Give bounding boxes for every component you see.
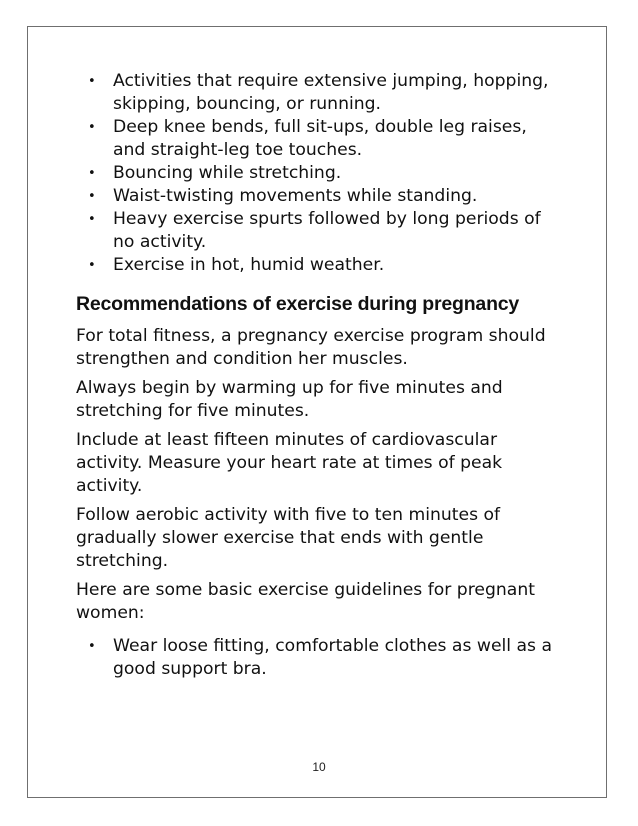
list-item (76, 635, 556, 681)
list-item (76, 70, 556, 116)
page-number: 10 (312, 760, 326, 774)
list-item (76, 185, 556, 208)
bullet-icon: • (88, 639, 96, 654)
bullet-icon: • (88, 74, 96, 89)
list-item (76, 208, 556, 254)
page-content (76, 70, 556, 681)
paragraph: Here are some basic exercise guidelines for pregnant women: (76, 580, 535, 623)
list-item-text: Heavy exercise spurts followed by long periods of no activity. (113, 209, 541, 252)
bullet-icon: • (88, 258, 96, 273)
paragraph: Follow aerobic activity with five to ten minutes of gradually slower exercise that ends with gentle stretching. (76, 505, 501, 571)
list-item-text: Activities that require extensive jumping, hopping, skipping, bouncing, or running. (113, 71, 549, 114)
guidelines-list (76, 635, 556, 681)
list-item (76, 254, 556, 277)
paragraph: Always begin by warming up for five minutes and stretching for five minutes. (76, 378, 503, 421)
list-item-text: Waist-twisting movements while standing. (113, 186, 478, 206)
list-item-text: Wear loose fitting, comfortable clothes as well as a good support bra. (113, 636, 553, 679)
bullet-icon: • (88, 212, 96, 227)
list-item-text: Bouncing while stretching. (113, 163, 342, 183)
bullet-icon: • (88, 120, 96, 135)
paragraph: Include at least fifteen minutes of cardiovascular activity. Measure your heart rate at times of peak activity. (76, 430, 503, 496)
list-item-text: Deep knee bends, full sit-ups, double leg raises, and straight-leg toe touches. (113, 117, 527, 160)
avoid-exercise-list (76, 70, 556, 277)
paragraph: For total fitness, a pregnancy exercise program should strengthen and condition her muscles. (76, 326, 546, 369)
list-item (76, 162, 556, 185)
list-item-text: Exercise in hot, humid weather. (113, 255, 385, 275)
section-heading: Recommendations of exercise during pregnancy (76, 293, 520, 315)
bullet-icon: • (88, 166, 96, 181)
list-item (76, 116, 556, 162)
bullet-icon: • (88, 189, 96, 204)
